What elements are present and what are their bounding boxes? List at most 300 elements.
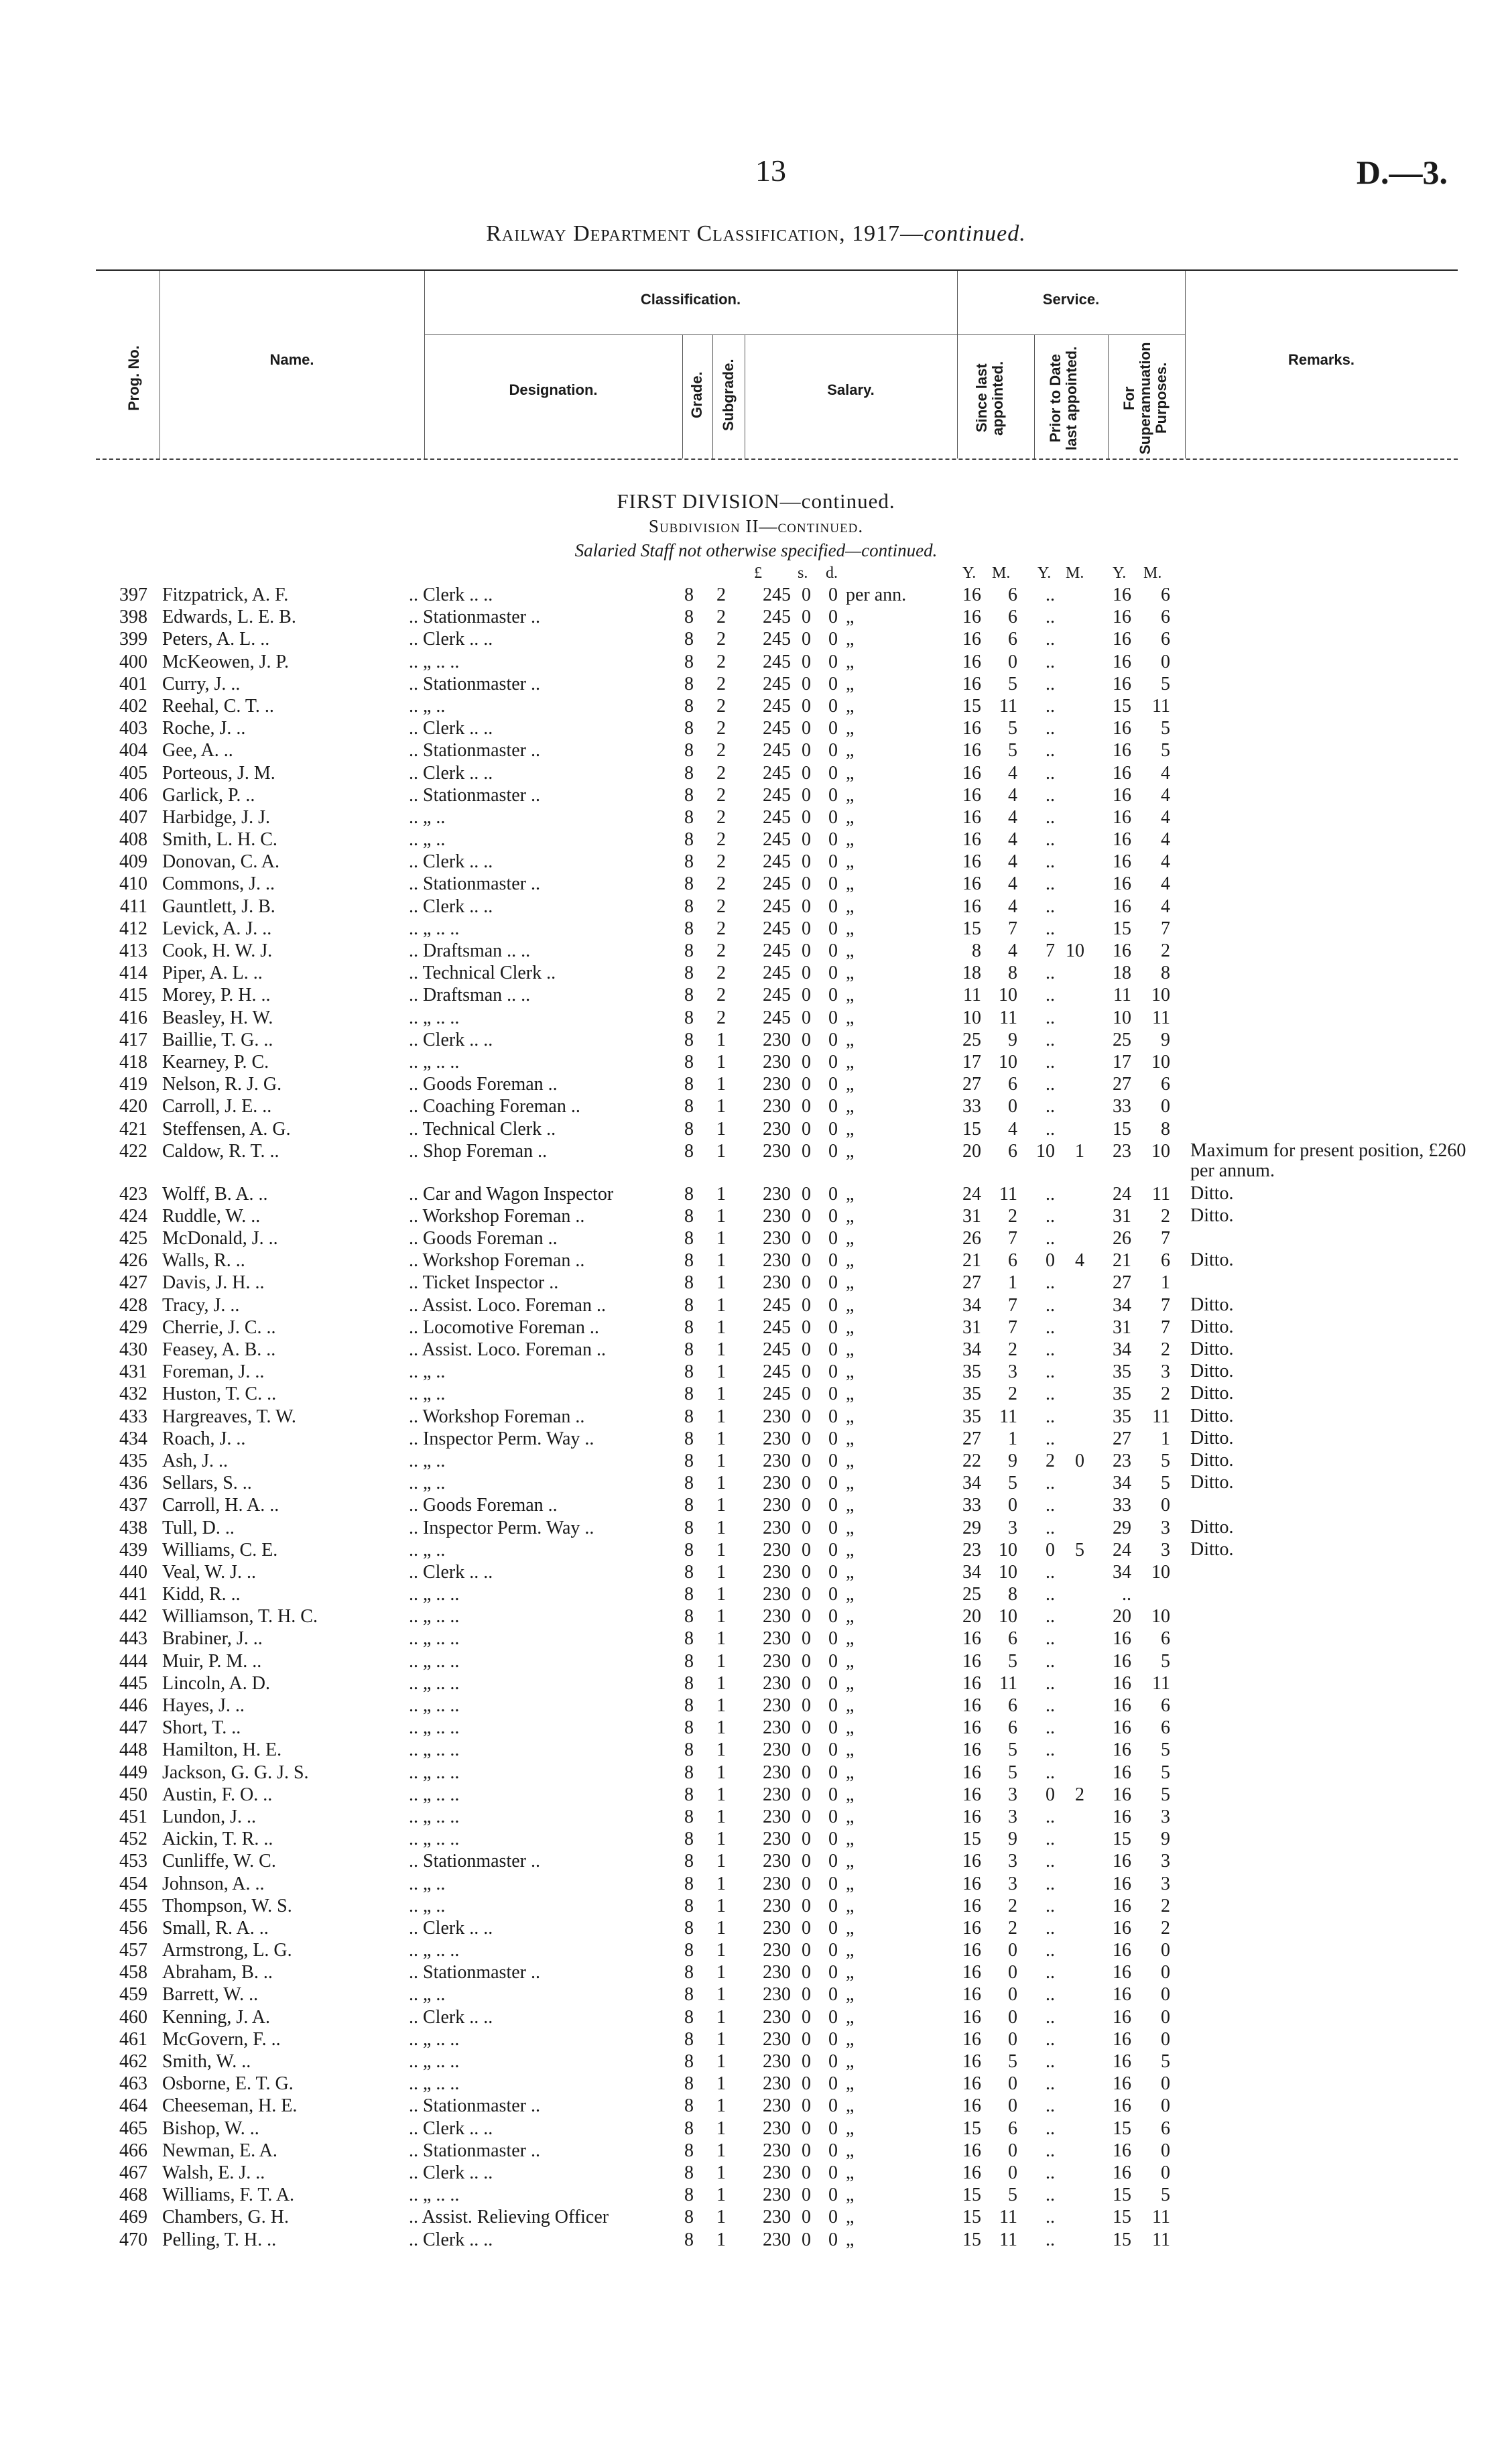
salary-shillings: 0 — [802, 673, 811, 694]
super-months: 0 — [1161, 1096, 1170, 1117]
salary-period: „ — [846, 651, 855, 672]
since-last-years: 16 — [962, 1984, 981, 2006]
remarks: Ditto. — [1190, 1316, 1234, 1337]
prog-no: 416 — [119, 1007, 147, 1028]
super-months: 4 — [1161, 762, 1170, 784]
table-row — [0, 763, 1512, 785]
since-last-months: 3 — [1008, 1517, 1017, 1538]
super-months: 0 — [1161, 1495, 1170, 1516]
designation: .. „ .. — [409, 1984, 446, 2006]
super-years: 16 — [1113, 673, 1131, 694]
employee-name: Cunliffe, W. C. — [162, 1851, 276, 1872]
grade: 8 — [684, 2207, 694, 2228]
salary-pounds: 230 — [763, 2162, 791, 2183]
since-last-months: 11 — [999, 1183, 1017, 1205]
salary-pounds: 230 — [763, 1695, 791, 1716]
prior-years: .. — [1046, 1739, 1055, 1761]
designation: .. „ .. .. — [409, 1717, 460, 1739]
designation: .. „ .. .. — [409, 1051, 460, 1072]
salary-period: „ — [846, 1628, 855, 1650]
super-months: 0 — [1161, 2073, 1170, 2095]
grade: 8 — [684, 740, 694, 761]
super-years: 16 — [1113, 1940, 1131, 1961]
salary-pence: 0 — [828, 1339, 838, 1360]
salary-pence: 0 — [828, 2229, 838, 2250]
salary-shillings: 0 — [802, 2207, 811, 2228]
super-months: 2 — [1161, 1205, 1170, 1227]
salary-period: „ — [846, 1339, 855, 1360]
employee-name: Curry, J. .. — [162, 673, 241, 694]
since-last-months: 0 — [1008, 1962, 1017, 1983]
table-row — [0, 1495, 1512, 1517]
grade: 8 — [684, 1650, 694, 1672]
prog-no: 418 — [119, 1051, 147, 1072]
since-last-years: 10 — [962, 1007, 981, 1028]
grade: 8 — [684, 2073, 694, 2095]
salary-shillings: 0 — [802, 718, 811, 739]
grade: 8 — [684, 806, 694, 828]
employee-name: Pelling, T. H. .. — [162, 2229, 277, 2250]
since-last-years: 16 — [962, 740, 981, 761]
salary-shillings: 0 — [802, 1517, 811, 1538]
prior-years: .. — [1046, 1650, 1055, 1672]
since-last-years: 16 — [962, 1717, 981, 1739]
table-row — [0, 2029, 1512, 2051]
subgrade: 2 — [716, 963, 726, 984]
grade: 8 — [684, 2162, 694, 2183]
salary-shillings: 0 — [802, 1361, 811, 1383]
salary-shillings: 0 — [802, 695, 811, 717]
super-months: 6 — [1161, 607, 1170, 628]
salary-pounds: 230 — [763, 1096, 791, 1117]
salary-pence: 0 — [828, 918, 838, 939]
prog-no: 465 — [119, 2118, 147, 2139]
employee-name: Small, R. A. .. — [162, 1917, 269, 1939]
since-last-years: 31 — [962, 1205, 981, 1227]
designation: .. Stationmaster .. — [409, 2140, 540, 2161]
subgrade: 1 — [716, 2140, 726, 2161]
salary-shillings: 0 — [802, 762, 811, 784]
super-months: 2 — [1161, 1917, 1170, 1939]
grade: 8 — [684, 1495, 694, 1516]
salary-pence: 0 — [828, 1183, 838, 1205]
table-row — [0, 1119, 1512, 1141]
header-subgrade: Subgrade. — [720, 359, 737, 431]
super-years: 16 — [1113, 1695, 1131, 1716]
since-last-months: 1 — [1008, 1428, 1017, 1449]
salary-shillings: 0 — [802, 985, 811, 1006]
designation: .. Stationmaster .. — [409, 1962, 540, 1983]
employee-name: Smith, L. H. C. — [162, 829, 277, 851]
super-years: 16 — [1113, 2006, 1131, 2028]
salary-pence: 0 — [828, 963, 838, 984]
grade: 8 — [684, 1895, 694, 1916]
super-months: 6 — [1161, 1695, 1170, 1716]
since-last-months: 4 — [1008, 762, 1017, 784]
salary-shillings: 0 — [802, 1339, 811, 1360]
salary-shillings: 0 — [802, 2229, 811, 2250]
employee-name: Cherrie, J. C. .. — [162, 1316, 276, 1338]
super-years: 16 — [1113, 2051, 1131, 2072]
salary-shillings: 0 — [802, 1406, 811, 1427]
prog-no: 402 — [119, 695, 147, 717]
employee-name: Caldow, R. T. .. — [162, 1140, 279, 1162]
since-last-months: 6 — [1008, 1628, 1017, 1650]
super-years: 16 — [1113, 1962, 1131, 1983]
salary-pence: 0 — [828, 784, 838, 806]
designation: .. Assist. Loco. Foreman .. — [409, 1294, 606, 1316]
subgrade: 1 — [716, 1428, 726, 1449]
grade: 8 — [684, 829, 694, 851]
table-row — [0, 2207, 1512, 2229]
salary-pounds: 230 — [763, 1517, 791, 1538]
super-months: 2 — [1161, 940, 1170, 961]
salary-shillings: 0 — [802, 1316, 811, 1338]
since-last-months: 6 — [1008, 1140, 1017, 1162]
super-years: 18 — [1113, 963, 1131, 984]
subgrade: 1 — [716, 1606, 726, 1628]
since-last-years: 26 — [962, 1228, 981, 1249]
salary-pence: 0 — [828, 1917, 838, 1939]
salary-pounds: 245 — [763, 1339, 791, 1360]
since-last-months: 5 — [1008, 1762, 1017, 1783]
grade: 8 — [684, 1406, 694, 1427]
table-row — [0, 1473, 1512, 1495]
designation: .. „ .. .. — [409, 918, 460, 939]
designation: .. Inspector Perm. Way .. — [409, 1517, 594, 1538]
super-years: 16 — [1113, 829, 1131, 851]
table-row — [0, 1030, 1512, 1052]
salary-pence: 0 — [828, 1228, 838, 1249]
salary-shillings: 0 — [802, 2006, 811, 2028]
prior-years: .. — [1046, 1183, 1055, 1205]
table-row — [0, 1606, 1512, 1628]
table-row — [0, 1384, 1512, 1406]
salary-shillings: 0 — [802, 1917, 811, 1939]
salary-pounds: 230 — [763, 2051, 791, 2072]
employee-name: Carroll, H. A. .. — [162, 1495, 279, 1516]
subgrade: 1 — [716, 1895, 726, 1916]
since-last-months: 2 — [1008, 1895, 1017, 1916]
super-years: 23 — [1113, 1450, 1131, 1471]
since-last-months: 11 — [999, 2229, 1017, 2250]
salary-pounds: 245 — [763, 829, 791, 851]
employee-name: McKeowen, J. P. — [162, 651, 289, 672]
salary-period: „ — [846, 740, 855, 761]
table-row — [0, 873, 1512, 896]
salary-shillings: 0 — [802, 829, 811, 851]
header-prog-no: Prog. No. — [125, 345, 142, 411]
salary-pence: 0 — [828, 718, 838, 739]
salary-period: „ — [846, 762, 855, 784]
subgrade: 1 — [716, 1316, 726, 1338]
unit-months-2: M. — [1066, 564, 1084, 582]
prior-months: 4 — [1075, 1250, 1084, 1272]
grade: 8 — [684, 718, 694, 739]
subgrade: 1 — [716, 2051, 726, 2072]
designation: .. „ .. — [409, 1361, 446, 1383]
since-last-months: 5 — [1008, 673, 1017, 694]
salary-shillings: 0 — [802, 2185, 811, 2206]
prior-months: 1 — [1075, 1140, 1084, 1162]
super-years: 20 — [1113, 1606, 1131, 1628]
super-years: 33 — [1113, 1495, 1131, 1516]
subgrade: 1 — [716, 1205, 726, 1227]
salary-period: „ — [846, 1205, 855, 1227]
super-months: 5 — [1161, 1762, 1170, 1783]
prior-years: .. — [1046, 1205, 1055, 1227]
grade: 8 — [684, 1294, 694, 1316]
salary-pounds: 230 — [763, 1806, 791, 1827]
since-last-months: 0 — [1008, 1940, 1017, 1961]
super-years: 16 — [1113, 806, 1131, 828]
employee-name: Roche, J. .. — [162, 718, 246, 739]
salary-period: „ — [846, 1739, 855, 1761]
designation: .. Workshop Foreman .. — [409, 1406, 585, 1427]
since-last-years: 27 — [962, 1428, 981, 1449]
salary-pounds: 230 — [763, 2028, 791, 2050]
salary-period: „ — [846, 1762, 855, 1783]
subgrade: 2 — [716, 762, 726, 784]
grade: 8 — [684, 695, 694, 717]
prior-years: .. — [1046, 629, 1055, 650]
subgrade: 1 — [716, 1739, 726, 1761]
super-months: 7 — [1161, 1294, 1170, 1316]
prog-no: 406 — [119, 784, 147, 806]
prior-years: .. — [1046, 1473, 1055, 1494]
since-last-months: 9 — [1008, 1029, 1017, 1050]
designation: .. „ .. .. — [409, 1829, 460, 1850]
title-continued: continued. — [924, 221, 1026, 246]
prior-years: .. — [1046, 1561, 1055, 1583]
subgrade: 1 — [716, 1339, 726, 1360]
salary-pounds: 230 — [763, 1739, 791, 1761]
salary-pence: 0 — [828, 1140, 838, 1162]
super-years: 23 — [1113, 1140, 1131, 1162]
salary-shillings: 0 — [802, 1495, 811, 1516]
prog-no: 437 — [119, 1495, 147, 1516]
grade: 8 — [684, 1539, 694, 1560]
prog-no: 423 — [119, 1183, 147, 1205]
salary-period: „ — [846, 1096, 855, 1117]
subgrade: 2 — [716, 718, 726, 739]
prior-years: .. — [1046, 1096, 1055, 1117]
grade: 8 — [684, 1029, 694, 1050]
prog-no: 466 — [119, 2140, 147, 2161]
grade: 8 — [684, 1250, 694, 1272]
table-row — [0, 1562, 1512, 1584]
grade: 8 — [684, 1339, 694, 1360]
since-last-months: 8 — [1008, 1584, 1017, 1605]
since-last-years: 22 — [962, 1450, 981, 1471]
prog-no: 436 — [119, 1473, 147, 1494]
salary-period: „ — [846, 1228, 855, 1249]
prior-years: .. — [1046, 1272, 1055, 1294]
salary-period: „ — [846, 896, 855, 917]
salary-period: „ — [846, 1428, 855, 1449]
super-years: 16 — [1113, 1628, 1131, 1650]
prior-years: .. — [1046, 2140, 1055, 2161]
salary-shillings: 0 — [802, 1294, 811, 1316]
super-years: 11 — [1113, 985, 1131, 1006]
salary-shillings: 0 — [802, 1784, 811, 1805]
super-months: 5 — [1161, 673, 1170, 694]
salary-pounds: 230 — [763, 1873, 791, 1894]
super-months: 10 — [1151, 1051, 1170, 1072]
prior-years: .. — [1046, 1584, 1055, 1605]
salary-pounds: 230 — [763, 1406, 791, 1427]
prog-no: 445 — [119, 1672, 147, 1694]
since-last-years: 15 — [962, 2207, 981, 2228]
prog-no: 455 — [119, 1895, 147, 1916]
designation: .. Clerk .. .. — [409, 585, 493, 605]
super-years: 31 — [1113, 1316, 1131, 1338]
employee-name: Carroll, J. E. .. — [162, 1096, 272, 1117]
salary-shillings: 0 — [802, 1717, 811, 1739]
salary-pounds: 245 — [763, 1384, 791, 1405]
super-years: 16 — [1113, 1917, 1131, 1939]
designation: .. Clerk .. .. — [409, 2006, 493, 2028]
salary-pence: 0 — [828, 585, 838, 605]
salary-shillings: 0 — [802, 1762, 811, 1783]
salary-shillings: 0 — [802, 1118, 811, 1140]
salary-pence: 0 — [828, 629, 838, 650]
prior-years: .. — [1046, 1917, 1055, 1939]
subgrade: 2 — [716, 629, 726, 650]
table-row — [0, 2118, 1512, 2140]
header-grade: Grade. — [688, 371, 705, 418]
subgrade: 1 — [716, 1584, 726, 1605]
salary-pounds: 230 — [763, 1672, 791, 1694]
prog-no: 399 — [119, 629, 147, 650]
table-row — [0, 1317, 1512, 1339]
table-row — [0, 1874, 1512, 1896]
since-last-years: 16 — [962, 2162, 981, 2183]
header-name: Name. — [269, 351, 314, 368]
salary-pounds: 230 — [763, 1140, 791, 1162]
salary-pounds: 245 — [763, 918, 791, 939]
since-last-months: 10 — [999, 985, 1017, 1006]
designation: .. Goods Foreman .. — [409, 1228, 558, 1249]
salary-pounds: 230 — [763, 1495, 791, 1516]
subgrade: 1 — [716, 1294, 726, 1316]
designation: .. „ .. .. — [409, 2028, 460, 2050]
since-last-years: 16 — [962, 1650, 981, 1672]
since-last-years: 16 — [962, 1762, 981, 1783]
employee-name: Porteous, J. M. — [162, 762, 275, 784]
table-row — [0, 629, 1512, 651]
super-months: 6 — [1161, 1628, 1170, 1650]
grade: 8 — [684, 1183, 694, 1205]
super-years: 16 — [1113, 2095, 1131, 2117]
employee-name: Williamson, T. H. C. — [162, 1606, 318, 1628]
salary-period: „ — [846, 806, 855, 828]
subgrade: 1 — [716, 1784, 726, 1805]
designation: .. Draftsman .. .. — [409, 940, 531, 961]
salary-pounds: 230 — [763, 2006, 791, 2028]
super-years: 15 — [1113, 1118, 1131, 1140]
salary-period: „ — [846, 2051, 855, 2072]
subgrade: 2 — [716, 1007, 726, 1028]
salary-period: „ — [846, 940, 855, 961]
table-row — [0, 1540, 1512, 1562]
since-last-months: 10 — [999, 1539, 1017, 1560]
salary-shillings: 0 — [802, 2140, 811, 2161]
subgrade: 1 — [716, 2229, 726, 2250]
salary-pence: 0 — [828, 1361, 838, 1383]
since-last-years: 16 — [962, 829, 981, 851]
super-months: 11 — [1152, 1672, 1170, 1694]
table-row — [0, 674, 1512, 696]
super-months: 8 — [1161, 1118, 1170, 1140]
grade: 8 — [684, 851, 694, 873]
prog-no: 451 — [119, 1806, 147, 1827]
grade: 8 — [684, 1272, 694, 1294]
since-last-months: 0 — [1008, 2140, 1017, 2161]
designation: .. „ .. — [409, 806, 446, 828]
super-months: 0 — [1161, 2162, 1170, 2183]
prog-no: 461 — [119, 2028, 147, 2050]
super-months: 11 — [1152, 1183, 1170, 1205]
salary-pence: 0 — [828, 1096, 838, 1117]
super-years: 16 — [1113, 1650, 1131, 1672]
prior-years: .. — [1046, 1406, 1055, 1427]
super-months: 0 — [1161, 2006, 1170, 2028]
salary-pence: 0 — [828, 1495, 838, 1516]
salary-shillings: 0 — [802, 2028, 811, 2050]
since-last-years: 35 — [962, 1406, 981, 1427]
since-last-years: 20 — [962, 1140, 981, 1162]
salary-pence: 0 — [828, 1672, 838, 1694]
remarks: Ditto. — [1190, 1449, 1234, 1471]
prog-no: 408 — [119, 829, 147, 851]
table-row — [0, 1784, 1512, 1806]
employee-name: Barrett, W. .. — [162, 1984, 259, 2006]
super-months: 6 — [1161, 1074, 1170, 1095]
super-months: 7 — [1161, 1228, 1170, 1249]
employee-name: Austin, F. O. .. — [162, 1784, 273, 1805]
super-months: 3 — [1161, 1539, 1170, 1560]
subgrade: 1 — [716, 1539, 726, 1560]
salary-period: „ — [846, 607, 855, 628]
since-last-years: 16 — [962, 2028, 981, 2050]
since-last-months: 7 — [1008, 918, 1017, 939]
prog-no: 468 — [119, 2185, 147, 2206]
header-remarks: Remarks. — [1287, 351, 1355, 368]
prior-months: 10 — [1066, 940, 1084, 961]
salary-shillings: 0 — [802, 1250, 811, 1272]
subgrade: 1 — [716, 2073, 726, 2095]
salary-pence: 0 — [828, 607, 838, 628]
grade: 8 — [684, 2006, 694, 2028]
subgrade: 2 — [716, 918, 726, 939]
designation: .. Clerk .. .. — [409, 2162, 493, 2183]
designation: .. Car and Wagon Inspector — [409, 1183, 614, 1205]
grade: 8 — [684, 963, 694, 984]
super-months: 5 — [1161, 2185, 1170, 2206]
prog-no: 431 — [119, 1361, 147, 1383]
employee-name: Steffensen, A. G. — [162, 1118, 291, 1140]
since-last-months: 4 — [1008, 806, 1017, 828]
prog-no: 426 — [119, 1250, 147, 1272]
since-last-months: 11 — [999, 1672, 1017, 1694]
prog-no: 409 — [119, 851, 147, 873]
salary-pence: 0 — [828, 1272, 838, 1294]
salary-shillings: 0 — [802, 1829, 811, 1850]
prior-years: .. — [1046, 1829, 1055, 1850]
salary-shillings: 0 — [802, 1205, 811, 1227]
remarks: Ditto. — [1190, 1538, 1234, 1560]
